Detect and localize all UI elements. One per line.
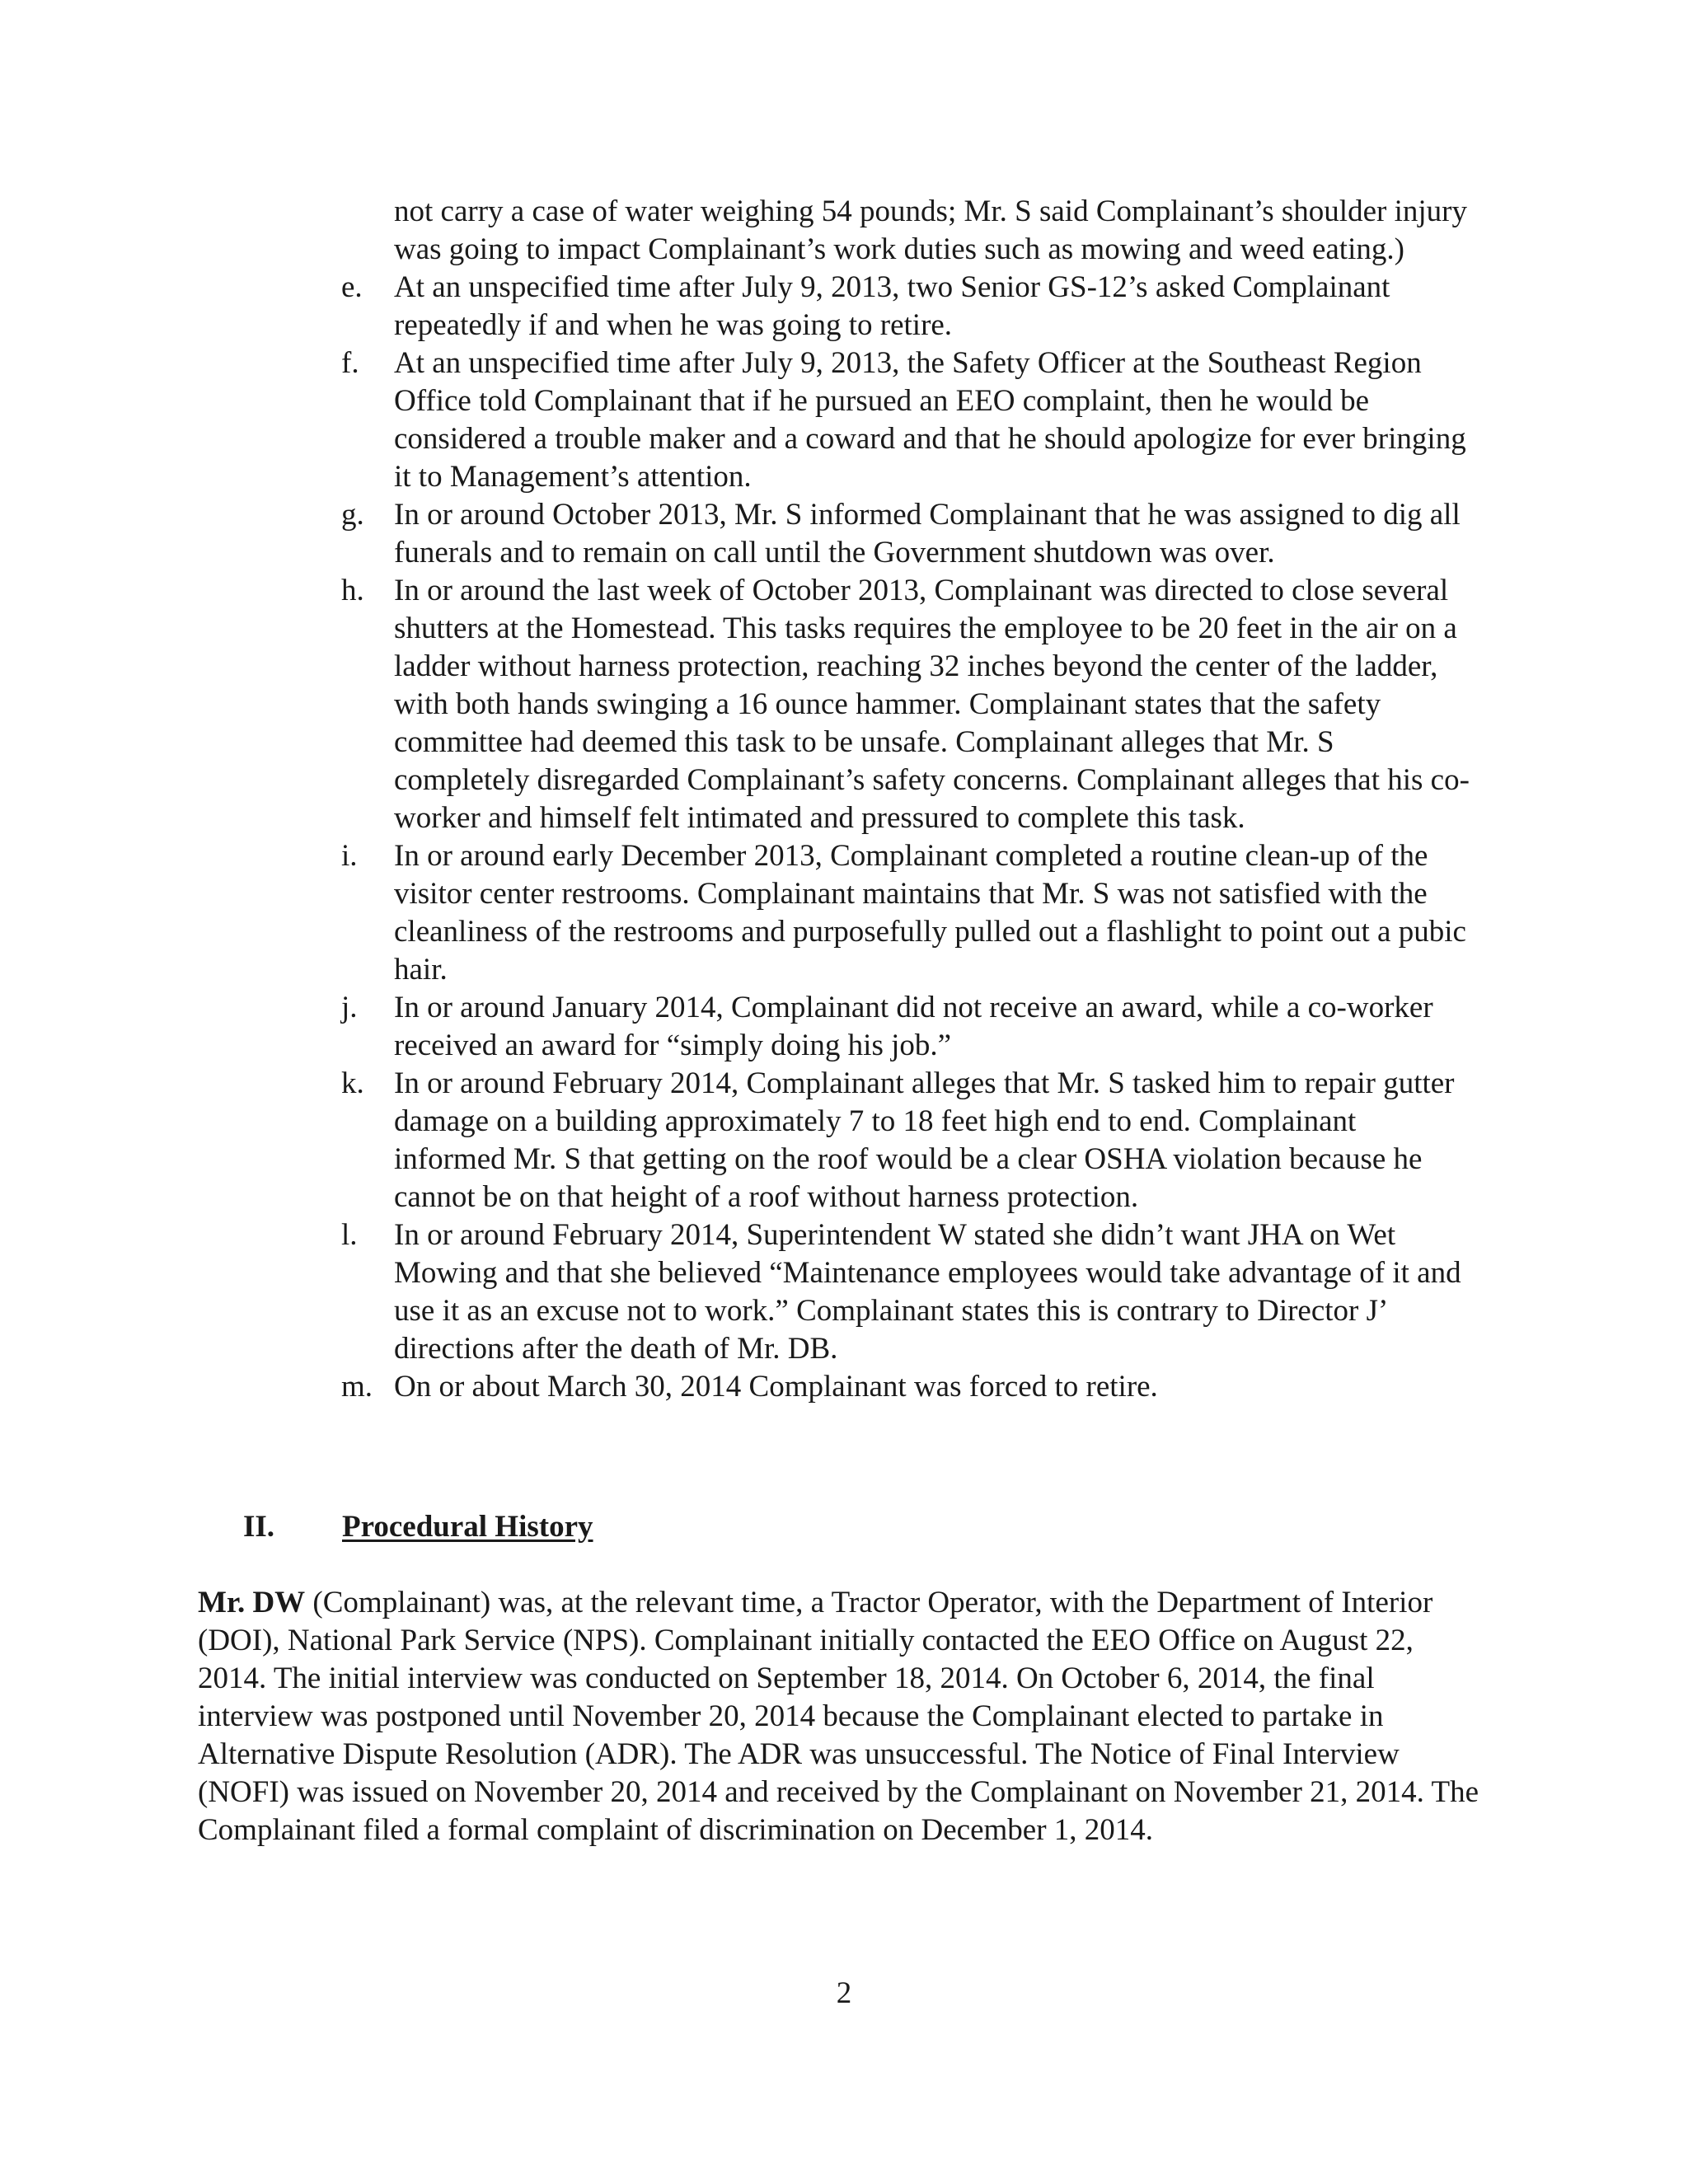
list-item-text: not carry a case of water weighing 54 pounds; Mr. S said Complainant’s shoulder injury was going to impact Complainant’s work duties such as mowing and weed eating.) [394,194,1467,266]
list-marker: j. [341,991,358,1024]
paragraph-text: (Complainant) was, at the relevant time, a Tractor Operator, with the Department of Interior (DOI), National Park Service (NPS). Complainant initially contacted the EEO Office on August 22, 2014. The initial interview was conducted on September 18, 2014. On October 6, 2014, the final interview was postponed until November 20, 2014 because the Complainant elected to partake in Alternative Dispute Resolution (ADR). The ADR was unsuccessful. The Notice of Final Interview (NOFI) was issued on November 20, 2014 and received by the Complainant on November 21, 2014. The Complainant filed a formal complaint of discrimination on December 1, 2014. [198,1586,1479,1847]
list-item [338,496,1475,572]
list-item-text: On or about March 30, 2014 Complainant was forced to retire. [394,1370,1158,1404]
list-item [338,269,1475,344]
list-item [338,837,1475,989]
list-item-text: In or around February 2014, Superintendent W stated she didn’t want JHA on Wet Mowing and that she believed “Maintenance employees would take advantage of it and use it as an excuse not to work.” Complainant states this is contrary to Director J’ directions after the death of Mr. DB. [394,1218,1461,1366]
page-number: 2 [836,1976,852,2010]
list-item [338,1065,1475,1216]
list-item [338,1368,1475,1406]
list-marker: i. [341,839,358,873]
section-title: Procedural History [342,1510,593,1544]
list-item [338,572,1475,837]
list-marker: f. [341,346,359,380]
list-item [338,989,1475,1065]
list-item [338,1216,1475,1368]
list-item [338,344,1475,496]
section-number: II. [243,1510,275,1544]
section-heading [243,1508,593,1546]
list-item-text: At an unspecified time after July 9, 2013, two Senior GS-12’s asked Complainant repeatedly if and when he was going to retire. [394,270,1390,342]
list-item-text: In or around February 2014, Complainant alleges that Mr. S tasked him to repair gutter damage on a building approximately 7 to 18 feet high end to end. Complainant informed Mr. S that getting on the roof would be a clear OSHA violation because he cannot be on that height of a roof without harness protection. [394,1066,1455,1214]
list-item-text: In or around October 2013, Mr. S informed Complainant that he was assigned to dig all funerals and to remain on call until the Government shutdown was over. [394,498,1461,569]
list-item-text: At an unspecified time after July 9, 2013, the Safety Officer at the Southeast Region Office told Complainant that if he pursued an EEO complaint, then he would be considered a trouble maker and a coward and that he should apologize for ever bringing it to Management’s attention. [394,346,1466,494]
list-item-text: In or around the last week of October 2013, Complainant was directed to close several shutters at the Homestead. This tasks requires the employee to be 20 feet in the air on a ladder without harness protection, reaching 32 inches beyond the center of the ladder, with both hands swinging a 16 ounce hammer. Complainant states that the safety committee had deemed this task to be unsafe. Complainant alleges that Mr. S completely disregarded Complainant’s safety concerns. Complainant alleges that his co-worker and himself felt intimated and pressured to complete this task. [394,574,1470,835]
allegation-list [338,193,1475,1406]
list-marker: h. [341,574,364,607]
list-item-text: In or around early December 2013, Complainant completed a routine clean-up of the visitor center restrooms. Complainant maintains that Mr. S was not satisfied with the cleanliness of the restrooms and purposefully pulled out a flashlight to point out a pubic hair. [394,839,1466,987]
list-marker: k. [341,1066,364,1100]
list-marker: l. [341,1218,358,1252]
complainant-name: Mr. DW [198,1586,306,1619]
list-marker: m. [341,1370,373,1404]
list-marker: g. [341,498,364,532]
list-item-text: In or around January 2014, Complainant did not receive an award, while a co-worker received an award for “simply doing his job.” [394,991,1433,1062]
list-marker: e. [341,270,363,304]
procedural-history-paragraph [198,1584,1484,1849]
list-item [338,193,1475,269]
